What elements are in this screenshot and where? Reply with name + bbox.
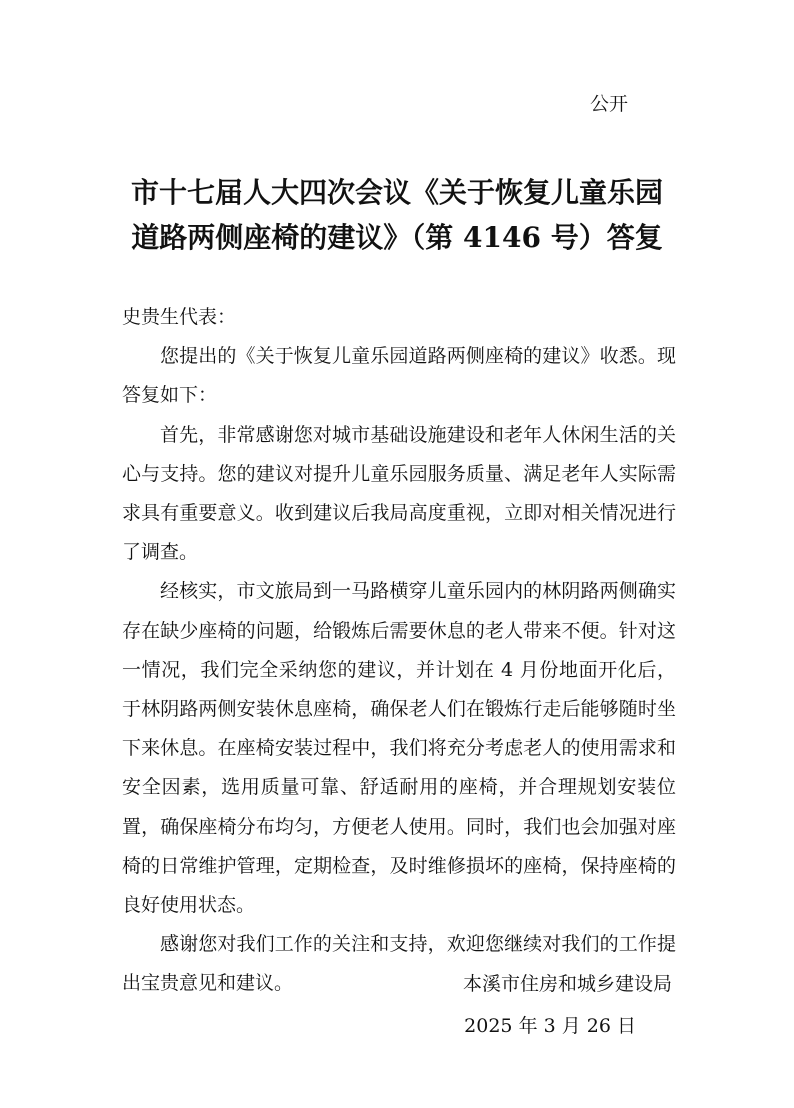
document-title-line-1: 市十七届人大四次会议《关于恢复儿童乐园 xyxy=(130,176,663,209)
document-title xyxy=(100,170,694,260)
paragraph-acknowledgement: 您提出的《关于恢复儿童乐园道路两侧座椅的建议》收悉。现答复如下： xyxy=(122,345,676,407)
document-title-line-2: 道路两侧座椅的建议》（第 4146 号）答复 xyxy=(131,221,663,254)
paragraph-verification-plan: 经核实，市文旅局到一马路横穿儿童乐园内的林阴路两侧确实存在缺少座椅的问题，给锻炼后需要休息的老人带来不便。针对这一情况，我们完全采纳您的建议，并计划在 4 月份地面开化后，于林阴路两侧安装休息座椅，确保老人们在锻炼行走后能够随时坐下来休息。在座椅安装过程中，我们将充分考虑老人的使用需求和安全因素，选用质量可靠、舒适耐用的座椅，并合理规划安装位置，确保座椅分布均匀，方便老人使用。同时，我们也会加强对座椅的日常维护管理，定期检查，及时维修损坏的座椅，保持座椅的良好使用状态。 xyxy=(122,580,676,917)
signature-date: 2025 年 3 月 26 日 xyxy=(464,1015,636,1037)
signature-organization: 本溪市住房和城乡建设局 xyxy=(462,973,672,995)
public-label: 公开 xyxy=(590,93,629,115)
salutation: 史贵生代表： xyxy=(122,306,237,328)
paragraph-appreciation: 首先，非常感谢您对城市基础设施建设和老年人休闲生活的关心与支持。您的建议对提升儿童乐园服务质量、满足老年人实际需求具有重要意义。收到建议后我局高度重视，立即对相关情况进行了调查。 xyxy=(122,423,676,564)
letter-body xyxy=(122,298,676,1004)
paragraph-closing: 感谢您对我们工作的关注和支持，欢迎您继续对我们的工作提出宝贵意见和建议。 xyxy=(122,933,676,995)
